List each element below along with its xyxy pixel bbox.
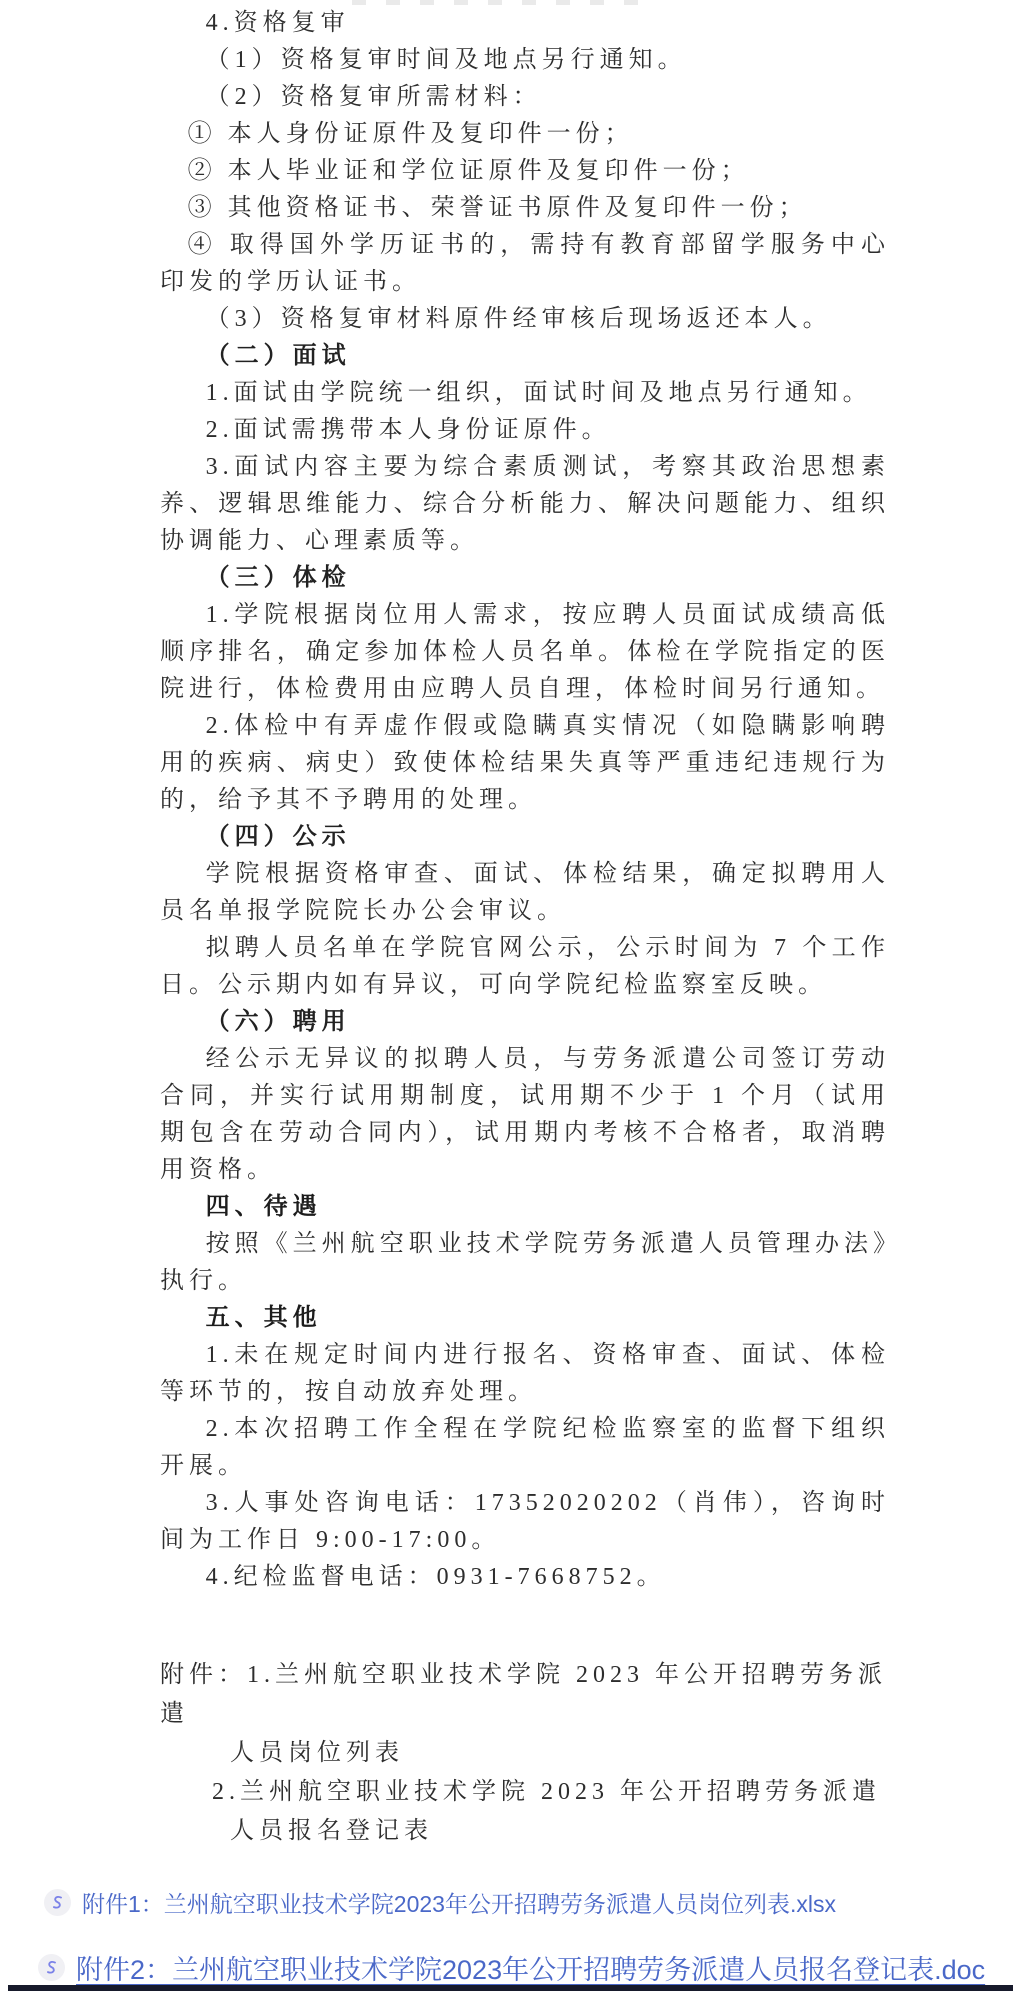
doc-paragraph: （3）资格复审材料原件经审核后现场返还本人。 [205, 306, 832, 332]
attachment-link-2[interactable] [38, 1948, 985, 1987]
doc-paragraph: 1.面试由学院统一组织，面试时间及地点另行通知。 [205, 380, 872, 406]
link-icon [38, 1954, 65, 1981]
attachment-link-1[interactable] [44, 1886, 836, 1919]
doc-paragraph: 4.资格复审 [205, 10, 350, 36]
attachment-note-line: 2.兰州航空职业技术学院 2023 年公开招聘劳务派遣 [212, 1779, 881, 1805]
attachment-note-line: 附件：1.兰州航空职业技术学院 2023 年公开招聘劳务派遣 [160, 1662, 887, 1727]
bottom-edge-bar [8, 1985, 1013, 1991]
section-heading: （六）聘用 [205, 1009, 351, 1035]
section-heading: 四、待遇 [205, 1194, 322, 1220]
doc-paragraph: 1.学院根据岗位用人需求，按应聘人员面试成绩高低顺序排名，确定参加体检人员名单。体检在学院指定的医院进行，体检费用由应聘人员自理，体检时间另行通知。 [160, 602, 890, 702]
attachment-note-line: 人员报名登记表 [230, 1818, 433, 1844]
doc-paragraph: 学院根据资格审查、面试、体检结果，确定拟聘用人员名单报学院院长办公会审议。 [160, 861, 890, 924]
doc-paragraph: 3.面试内容主要为综合素质测试，考察其政治思想素养、逻辑思维能力、综合分析能力、解决问题能力、组织协调能力、心理素质等。 [160, 454, 890, 554]
doc-paragraph: 3.人事处咨询电话：17352020202（肖伟），咨询时间为工作日 9:00-17:00。 [160, 1490, 890, 1553]
doc-list-item: ② 本人毕业证和学位证原件及复印件一份； [187, 158, 750, 184]
attachment-note-line: 人员岗位列表 [230, 1740, 404, 1766]
attachment-link-label[interactable]: 附件2：兰州航空职业技术学院2023年公开招聘劳务派遣人员报名登记表.doc [76, 1955, 986, 1985]
doc-paragraph: 拟聘人员名单在学院官网公示，公示时间为 7 个工作日。公示期内如有异议，可向学院纪检监察室反映。 [160, 935, 890, 998]
doc-paragraph: 经公示无异议的拟聘人员，与劳务派遣公司签订劳动合同，并实行试用期制度，试用期不少于 1 个月（试用期包含在劳动合同内），试用期内考核不合格者，取消聘用资格。 [160, 1046, 890, 1183]
doc-paragraph: 4.纪检监督电话：0931-7668752。 [205, 1564, 666, 1590]
link-icon [44, 1889, 71, 1916]
attachment-link-label[interactable]: 附件1：兰州航空职业技术学院2023年公开招聘劳务派遣人员岗位列表.xlsx [82, 1891, 836, 1917]
doc-paragraph: 2.面试需携带本人身份证原件。 [205, 417, 611, 443]
doc-paragraph: 按照《兰州航空职业技术学院劳务派遣人员管理办法》执行。 [160, 1231, 890, 1294]
doc-paragraph: （2）资格复审所需材料： [205, 84, 542, 110]
doc-paragraph: 1.未在规定时间内进行报名、资格审查、面试、体检等环节的，按自动放弃处理。 [160, 1342, 890, 1405]
doc-paragraph: 2.体检中有弄虚作假或隐瞒真实情况（如隐瞒影响聘用的疾病、病史）致使体检结果失真等严重违纪违规行为的，给予其不予聘用的处理。 [160, 713, 890, 813]
doc-paragraph: 2.本次招聘工作全程在学院纪检监察室的监督下组织开展。 [160, 1416, 890, 1479]
section-heading: （二）面试 [205, 343, 351, 369]
doc-list-item: ③ 其他资格证书、荣誉证书原件及复印件一份； [187, 195, 808, 221]
section-heading: 五、其他 [205, 1305, 322, 1331]
section-heading: （三）体检 [205, 565, 351, 591]
section-heading: （四）公示 [205, 824, 351, 850]
scanned-document-body [160, 5, 890, 1851]
doc-list-item: ① 本人身份证原件及复印件一份； [187, 121, 634, 147]
doc-list-item: ④ 取得国外学历证书的，需持有教育部留学服务中心印发的学历认证书。 [160, 232, 890, 295]
attachment-note [160, 1656, 890, 1851]
doc-paragraph: （1）资格复审时间及地点另行通知。 [205, 47, 687, 73]
